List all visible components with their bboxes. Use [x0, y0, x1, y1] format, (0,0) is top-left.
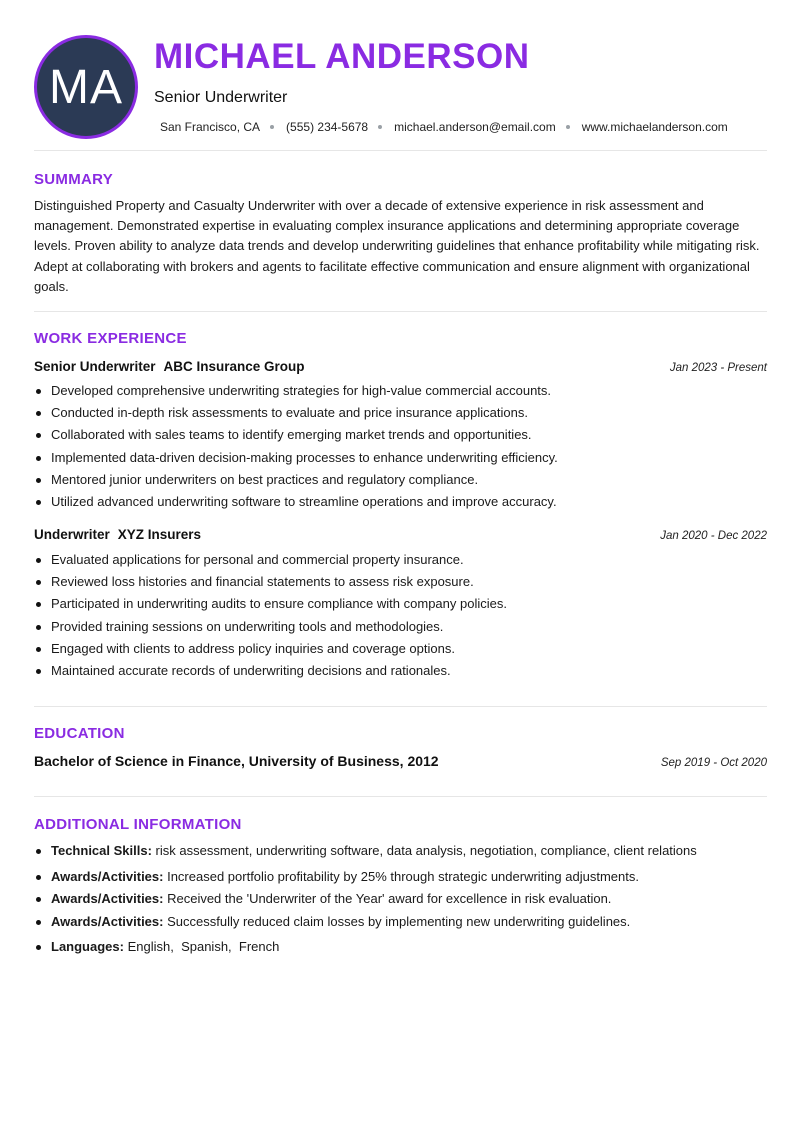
section-divider [34, 706, 767, 707]
education-heading: EDUCATION [34, 725, 125, 742]
list-item: Provided training sessions on underwriting tools and methodologies. [34, 616, 767, 638]
contact-location: San Francisco, CA [160, 120, 261, 134]
list-item: Mentored junior underwriters on best practices and regulatory compliance. [34, 469, 767, 491]
job-bullets [34, 380, 767, 513]
additional-list [34, 840, 767, 959]
section-divider [34, 796, 767, 797]
candidate-title: Senior Underwriter [154, 89, 288, 106]
additional-heading: ADDITIONAL INFORMATION [34, 816, 242, 833]
job-header [34, 526, 767, 544]
item-label: Awards/Activities: [51, 868, 164, 884]
resume-header [0, 0, 800, 150]
list-item: Collaborated with sales teams to identify emerging market trends and opportunities. [34, 424, 767, 446]
list-item: Developed comprehensive underwriting strategies for high-value commercial accounts. [34, 380, 767, 402]
list-item [34, 936, 767, 959]
list-item [34, 911, 767, 934]
avatar [34, 35, 138, 139]
list-item [34, 866, 767, 889]
education-dates: Sep 2019 - Oct 2020 [660, 757, 767, 769]
job-bullets [34, 549, 767, 682]
item-text: English, Spanish, French [127, 939, 280, 954]
job-company: ABC Insurance Group [163, 359, 305, 374]
education-degree: Bachelor of Science in Finance, University of Business, 2012 [34, 753, 439, 769]
item-text: Increased portfolio profitability by 25% through strategic underwriting adjustments. [167, 868, 639, 884]
item-label: Technical Skills: [51, 843, 152, 858]
list-item [34, 840, 767, 863]
separator-dot [270, 125, 274, 129]
contact-email[interactable]: michael.anderson@email.com [394, 120, 556, 134]
separator-dot [378, 125, 382, 129]
summary-text: Distinguished Property and Casualty Underwriter with over a decade of extensive experience in risk assessment and management. Demonstrated expertise in evaluating complex insurance applications and determining appropriate coverage levels. Proven ability to analyze data trends and develop underwriting guidelines that enhance profitability while mitigating risk. Adept at collaborating with brokers and agents to facilitate effective communication and ensure alignment with organizational goals. [34, 198, 760, 294]
item-label: Languages: [51, 939, 124, 954]
experience-heading: WORK EXPERIENCE [34, 330, 187, 347]
item-text: risk assessment, underwriting software, data analysis, negotiation, compliance, client relations [155, 843, 697, 858]
contact-website[interactable]: www.michaelanderson.com [581, 120, 728, 134]
job-title-line [34, 526, 201, 544]
contact-bar [160, 120, 728, 134]
list-item: Utilized advanced underwriting software to streamline operations and improve accuracy. [34, 491, 767, 513]
job-dates: Jan 2023 - Present [669, 362, 767, 374]
job-title-line [34, 358, 305, 376]
item-label: Awards/Activities: [51, 913, 164, 929]
item-text: Successfully reduced claim losses by implementing new underwriting guidelines. [167, 913, 631, 929]
list-item: Engaged with clients to address policy inquiries and coverage options. [34, 638, 767, 660]
education-entry [34, 753, 767, 769]
list-item [34, 888, 767, 911]
list-item: Maintained accurate records of underwriting decisions and rationales. [34, 660, 767, 682]
summary-heading: SUMMARY [34, 171, 114, 188]
section-divider [34, 150, 767, 151]
section-divider [34, 311, 767, 312]
contact-phone[interactable]: (555) 234-5678 [286, 120, 369, 134]
item-text: Received the 'Underwriter of the Year' award for excellence in risk evaluation. [167, 891, 612, 906]
job-header [34, 358, 767, 376]
list-item: Participated in underwriting audits to ensure compliance with company policies. [34, 593, 767, 615]
job-company: XYZ Insurers [117, 527, 202, 542]
list-item: Implemented data-driven decision-making processes to enhance underwriting efficiency. [34, 447, 767, 469]
candidate-name: MICHAEL ANDERSON [154, 37, 530, 76]
job-dates: Jan 2020 - Dec 2022 [660, 530, 767, 542]
list-item: Conducted in-depth risk assessments to evaluate and price insurance applications. [34, 402, 767, 424]
list-item: Evaluated applications for personal and commercial property insurance. [34, 549, 767, 571]
separator-dot [566, 125, 570, 129]
job-role: Senior Underwriter [34, 359, 156, 374]
list-item: Reviewed loss histories and financial statements to assess risk exposure. [34, 571, 767, 593]
job-role: Underwriter [34, 527, 110, 542]
avatar-initials: MA [49, 60, 123, 114]
item-label: Awards/Activities: [51, 891, 164, 906]
